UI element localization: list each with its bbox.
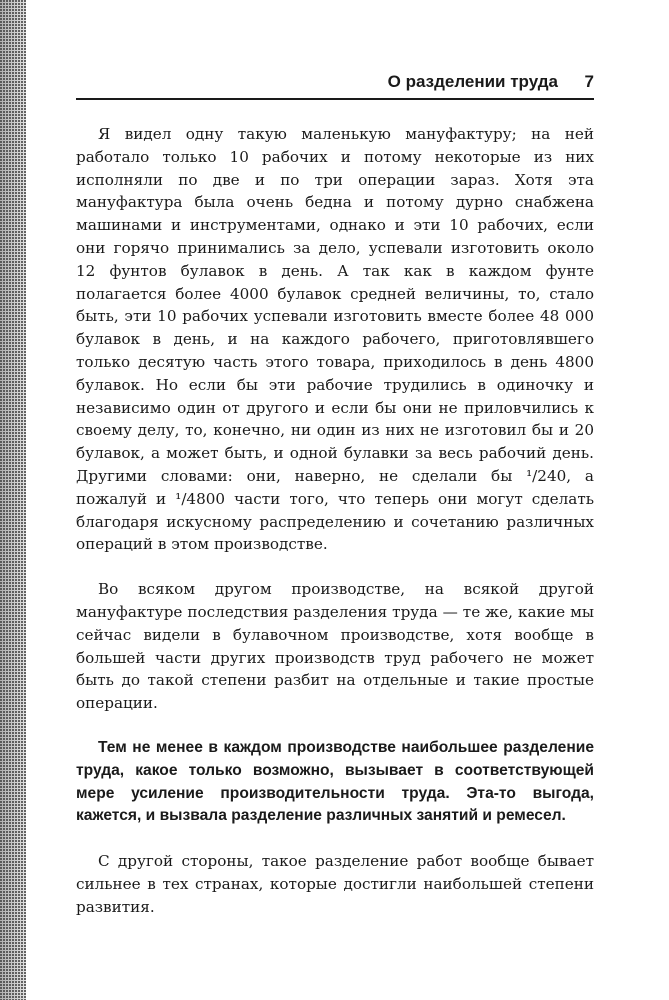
running-header [76, 70, 594, 100]
paragraph-2: Во всяком другом производстве, на всякой другой мануфактуре последствия разделения труда — те же, какие мы сейчас видели в булавочном производстве, хотя вообще в большей части других производств труд рабочего не может быть до такой степени разбит на отдельные и такие простые операции. [76, 580, 594, 713]
page-number: 7 [584, 72, 594, 91]
paragraph-1: Я видел одну такую маленькую мануфактуру; на ней работало только 10 рабочих и потому некоторые из них исполняли по две и по три операции зараз. Хотя эта мануфактура была очень бедна и потому дурно снабжена машинами и инструментами, однако и эти 10 рабочих, если они горячо принимались за дело, успевали изготовить около 12 фунтов булавок в день. А так как в каждом фунте полагается более 4000 булавок средней величины, то, стало быть, эти 10 рабочих успевали изготовить вместе более 48 000 булавок в день, и на каждого рабочего, приготовлявшего только десятую часть этого товара, приходилось в день 4800 булавок. Но если бы эти рабочие трудились в одиночку и независимо один от другого и если бы они не приловчились к своему делу, то, конечно, ни один из них не изготовил бы и 20 булавок, а может быть, и одной булавки за весь рабочий день. Другими словами: они, наверно, не сделали бы ¹/240, а пожалуй и ¹/4800 части того, что теперь они могут сделать благодаря искусному распределению и сочетанию различных операций в этом производстве. [76, 125, 594, 554]
chapter-title: О разделении труда [387, 72, 558, 91]
paragraph-3-emphasis: Тем не менее в каждом производстве наибольшее разделение труда, какое только возможно, вызывает в соответствующей мере усиление производительности труда. Эта-то выгода, кажется, и вызвала разделение различных занятий и ремесел. [76, 738, 594, 825]
paragraph-4: С другой стороны, такое разделение работ вообще бывает сильнее в тех странах, которые достигли наибольшей степени развития. [76, 852, 594, 916]
body-text [76, 123, 594, 941]
page-edge-shadow [0, 0, 26, 1000]
